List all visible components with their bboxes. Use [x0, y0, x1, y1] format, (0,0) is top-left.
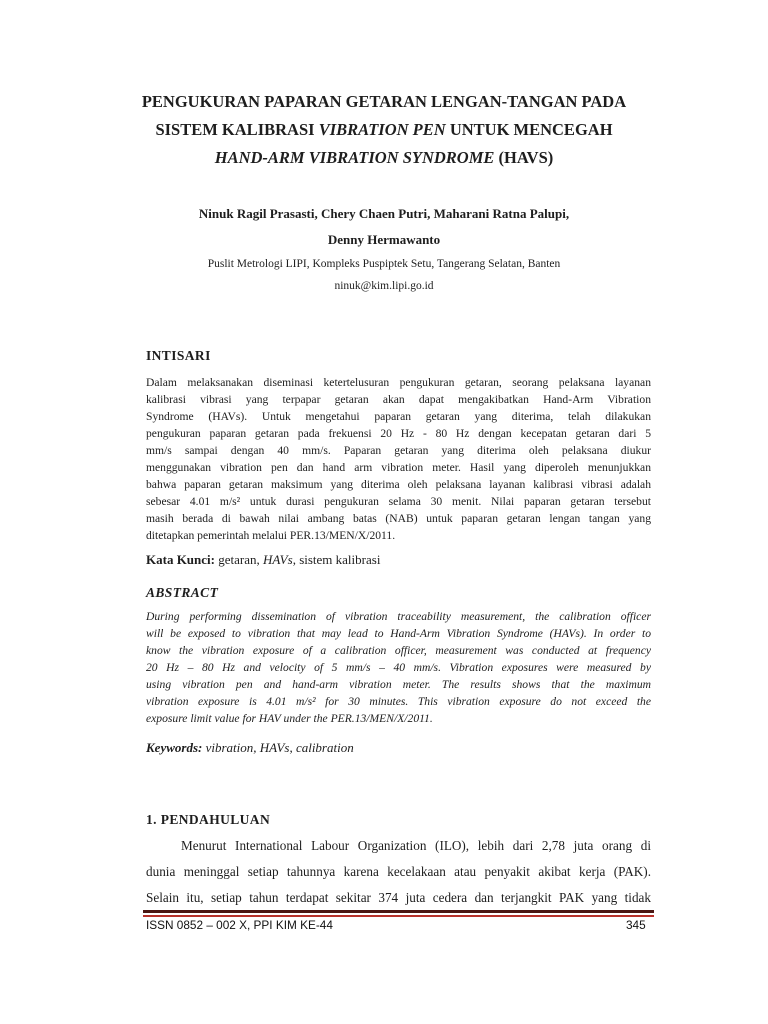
section-1-heading: 1. PENDAHULUAN	[146, 812, 271, 827]
intisari-line: mm/s sampai dengan 40 mm/s. Paparan getaran yang diterima oleh pelaksana diukur	[146, 444, 651, 457]
kata-kunci-italic: HAVs	[263, 552, 293, 567]
title-italic-text: HAND-ARM VIBRATION SYNDROME	[214, 148, 495, 167]
affiliation: Puslit Metrologi LIPI, Kompleks Puspiptek Setu, Tangerang Selatan, Banten	[207, 258, 561, 270]
abstract-line: know the vibration exposure of a calibration officer, measurement was conducted at frequency	[146, 644, 651, 657]
page-number: 345	[626, 918, 646, 932]
intisari-line: Dalam melaksanakan diseminasi ketertelusuran pengukuran getaran, seorang pelaksana layanan	[146, 376, 651, 389]
kata-kunci-line	[146, 552, 380, 568]
abstract-line: using vibration pen and hand-arm vibration meter. The results shows that the maximum	[146, 678, 651, 691]
body-line: dunia meninggal setiap tahunnya karena kecelakaan atau penyakit akibat kerja (PAK).	[146, 864, 651, 879]
intisari-line: bahwa paparan getaran maksimum yang diterima oleh pelaksana layanan kalibrasi vibrasi adalah	[146, 478, 651, 491]
intisari-heading: INTISARI	[146, 348, 211, 363]
paper-title-line-2	[110, 120, 658, 140]
intisari-line: Syndrome (HAVs). Untuk mengetahui paparan getaran yang diterima, telah dilakukan	[146, 410, 651, 423]
footer-rule-red	[143, 915, 654, 917]
intisari-line: kalibrasi vibrasi yang terpapar getaran akan dapat mengakibatkan Hand-Arm Vibration	[146, 393, 651, 406]
kata-kunci-text: , sistem kalibrasi	[292, 552, 381, 567]
authors-line-2: Denny Hermawanto	[327, 232, 441, 247]
title-text: PENGUKURAN PAPARAN GETARAN LENGAN-TANGAN PADA	[141, 92, 627, 111]
footer-rule-dark	[143, 910, 654, 913]
author-email: ninuk@kim.lipi.go.id	[334, 280, 434, 292]
kata-kunci-text: getaran,	[214, 552, 263, 567]
intisari-line: sebesar 4.01 m/s² untuk durasi pengukuran selama 30 menit. Nilai paparan getaran tersebut	[146, 495, 651, 508]
title-text: (HAVS)	[494, 148, 554, 167]
body-line: Selain itu, setiap tahun terdapat sekitar 374 juta cedera dan terjangkit PAK yang tidak	[146, 890, 651, 905]
abstract-line: vibration exposure is 4.01 m/s² for 30 minutes. This vibration exposure do not exceed the	[146, 695, 651, 708]
title-italic-text: VIBRATION PEN	[318, 120, 446, 139]
keywords-label: Keywords:	[146, 740, 203, 755]
intisari-line: pengukuran paparan getaran pada frekuensi 20 Hz - 80 Hz dengan kecepatan getaran dari 5	[146, 427, 651, 440]
intisari-line: masih berada di bawah nilai ambang batas (NAB) untuk paparan getaran lengan tangan yang	[146, 512, 651, 525]
abstract-line: will be exposed to vibration that may lead to Hand-Arm Vibration Syndrome (HAVs). In order to	[146, 627, 651, 640]
keywords-line	[146, 740, 354, 756]
footer-issn: ISSN 0852 – 002 X, PPI KIM KE-44	[146, 918, 333, 932]
keywords-text: vibration, HAVs, calibration	[202, 740, 354, 755]
title-text: UNTUK MENCEGAH	[445, 120, 613, 139]
body-line: Menurut International Labour Organization (ILO), lebih dari 2,78 juta orang di	[181, 838, 651, 853]
abstract-line: 20 Hz – 80 Hz and velocity of 5 mm/s – 40 mm/s. Vibration exposures were measured by	[146, 661, 651, 674]
abstract-heading: ABSTRACT	[146, 585, 219, 600]
title-text: SISTEM KALIBRASI	[155, 120, 319, 139]
intisari-line: ditetapkan pemerintah melalui PER.13/MEN/X/2011.	[146, 529, 396, 542]
paper-title-line-1	[110, 92, 658, 112]
intisari-line: menggunakan vibration pen dan hand arm vibration meter. Hasil yang diperoleh menunjukkan	[146, 461, 651, 474]
kata-kunci-label: Kata Kunci:	[146, 552, 215, 567]
abstract-line: During performing dissemination of vibration traceability measurement, the calibration officer	[146, 610, 651, 623]
abstract-line: exposure limit value for HAV under the PER.13/MEN/X/2011.	[146, 712, 433, 725]
paper-title-line-3	[110, 148, 658, 168]
authors-line-1: Ninuk Ragil Prasasti, Chery Chaen Putri, Maharani Ratna Palupi,	[198, 206, 570, 221]
